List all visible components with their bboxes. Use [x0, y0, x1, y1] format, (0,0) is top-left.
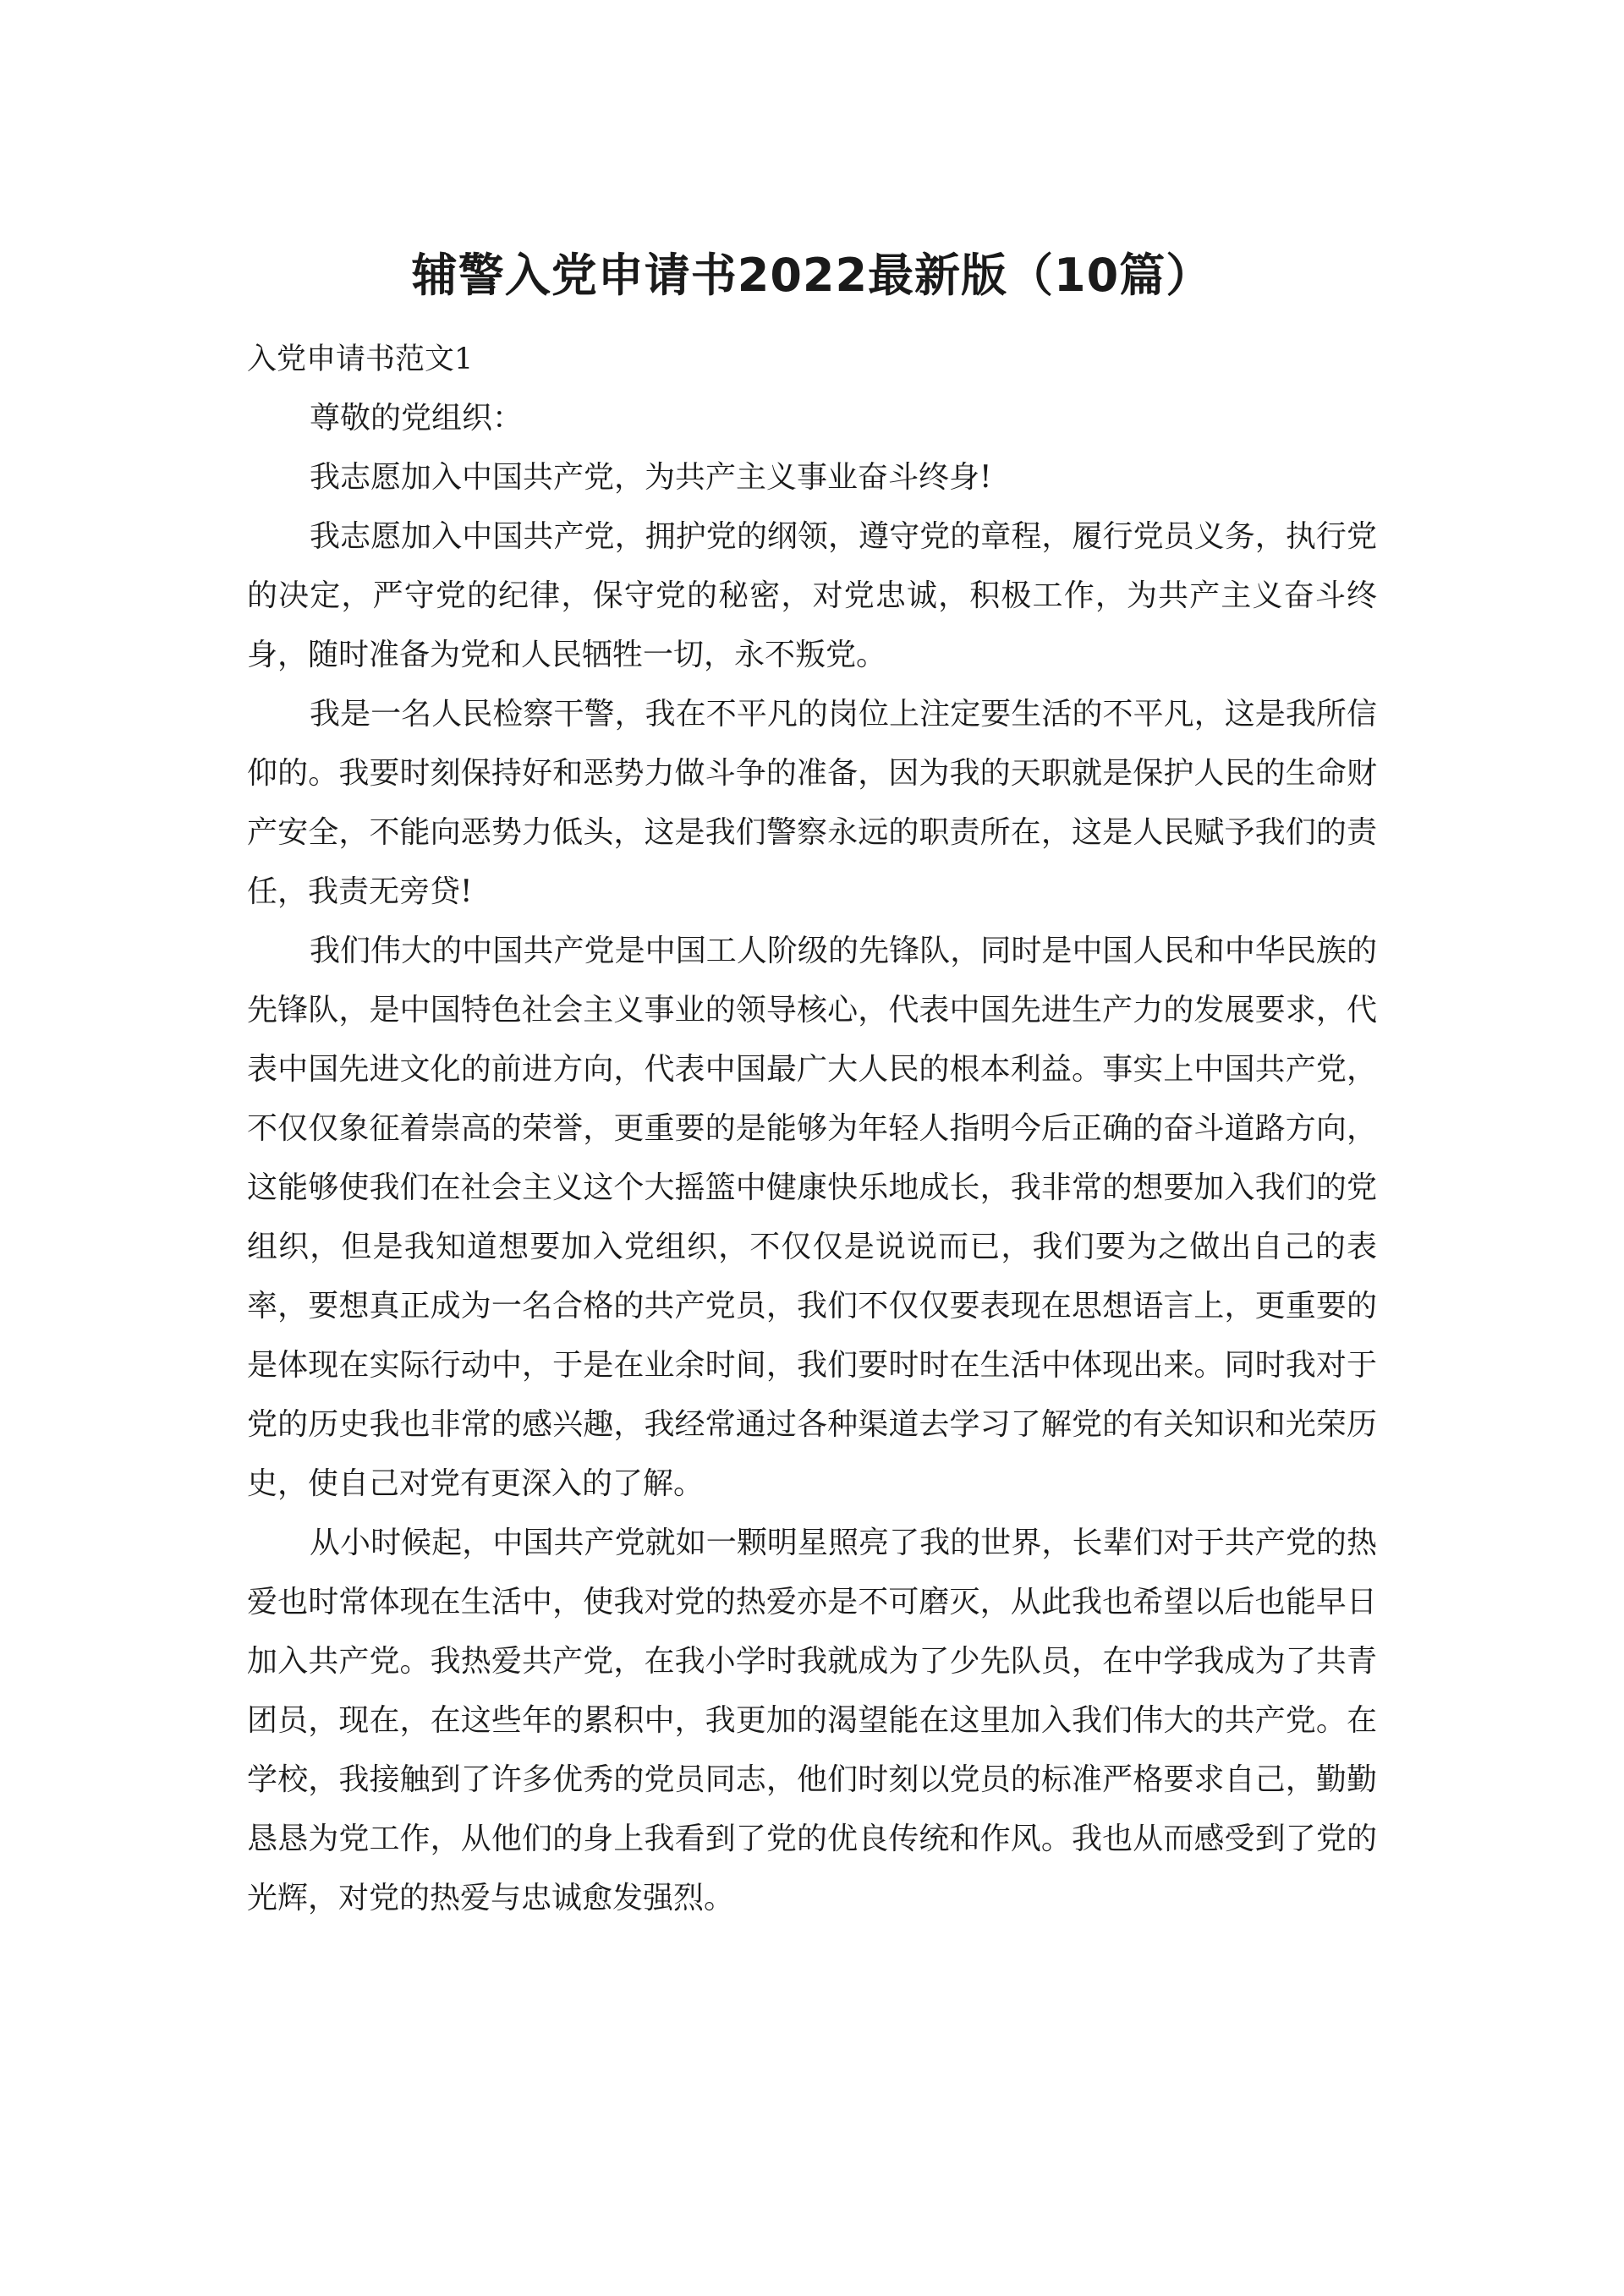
- paragraph-2: 我是一名人民检察干警，我在不平凡的岗位上注定要生活的不平凡，这是我所信仰的。我要时刻保持好和恶势力做斗争的准备，因为我的天职就是保护人民的生命财产安全，不能向恶势力低头，这是我们警察永远的职责所在，这是人民赋予我们的责任，我责无旁贷!: [247, 697, 1377, 909]
- document-body: [247, 330, 1377, 1928]
- paragraph-3: 我们伟大的中国共产党是中国工人阶级的先锋队，同时是中国人民和中华民族的先锋队，是中国特色社会主义事业的领导核心，代表中国先进生产力的发展要求，代表中国先进文化的前进方向，代表中国最广大人民的根本利益。事实上中国共产党，不仅仅象征着崇高的荣誉，更重要的是能够为年轻人指明今后正确的奋斗道路方向，这能够使我们在社会主义这个大摇篮中健康快乐地成长，我非常的想要加入我们的党组织，但是我知道想要加入党组织，不仅仅是说说而已，我们要为之做出自己的表率，要想真正成为一名合格的共产党员，我们不仅仅要表现在思想语言上，更重要的是体现在实际行动中，于是在业余时间，我们要时时在生活中体现出来。同时我对于党的历史我也非常的感兴趣，我经常通过各种渠道去学习了解党的有关知识和光荣历史，使自己对党有更深入的了解。: [247, 934, 1377, 1501]
- salutation: 尊敬的党组织：: [310, 401, 524, 436]
- section-heading: 入党申请书范文1: [247, 342, 474, 376]
- paragraph-4: 从小时候起，中国共产党就如一颗明星照亮了我的世界，长辈们对于共产党的热爱也时常体现在生活中，使我对党的热爱亦是不可磨灭，从此我也希望以后也能早日加入共产党。我热爱共产党，在我小学时我就成为了少先队员，在中学我成为了共青团员，现在，在这些年的累积中，我更加的渴望能在这里加入我们伟大的共产党。在学校，我接触到了许多优秀的党员同志，他们时刻以党员的标准严格要求自己，勤勤恳恳为党工作，从他们的身上我看到了党的优良传统和作风。我也从而感受到了党的光辉，对党的热爱与忠诚愈发强烈。: [247, 1526, 1377, 1915]
- document-title: 辅警入党申请书2022最新版（10篇）: [411, 249, 1213, 302]
- paragraph-1: 我志愿加入中国共产党，拥护党的纲领，遵守党的章程，履行党员义务，执行党的决定，严守党的纪律，保守党的秘密，对党忠诚，积极工作，为共产主义奋斗终身，随时准备为党和人民牺牲一切，永不叛党。: [247, 519, 1377, 672]
- oath-line: 我志愿加入中国共产党，为共产主义事业奋斗终身!: [310, 460, 992, 495]
